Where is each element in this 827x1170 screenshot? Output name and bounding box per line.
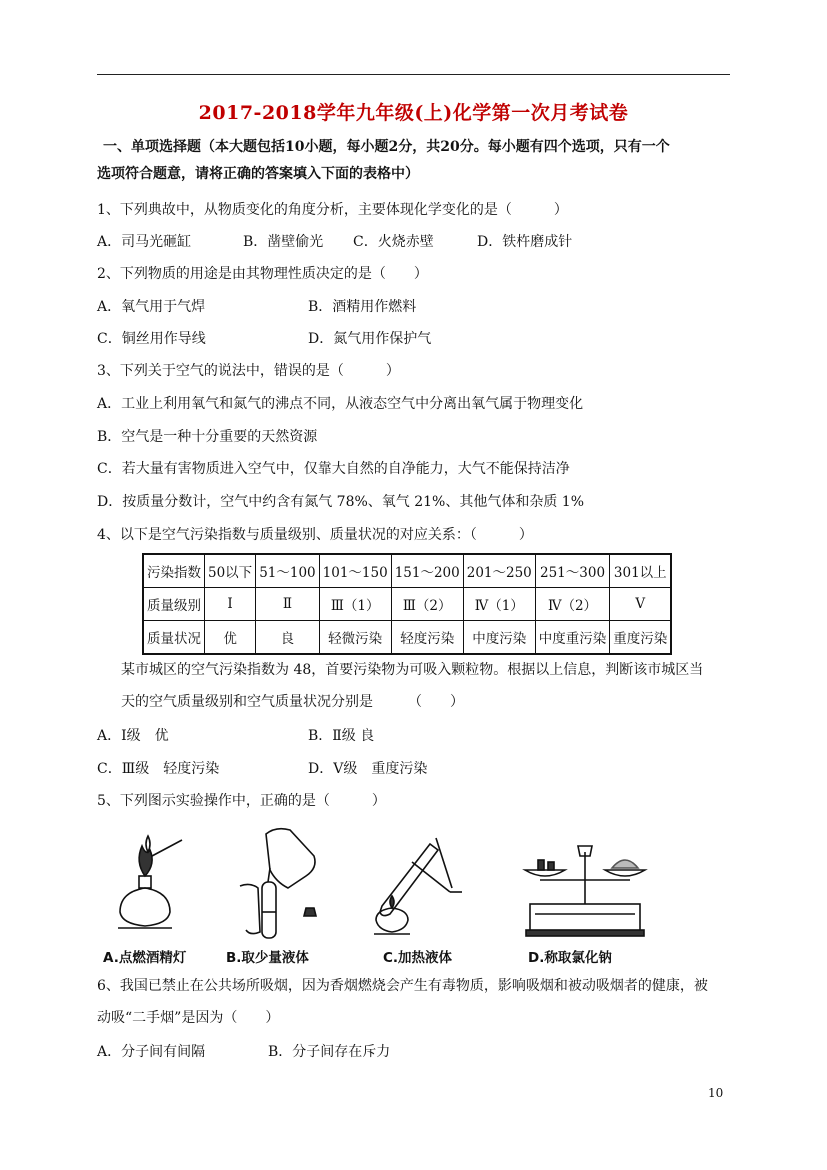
figure-caption-d: D.称取氯化钠 xyxy=(528,950,612,966)
question-3-stem: 3、下列关于空气的说法中，错误的是（ ） xyxy=(97,363,400,379)
table-cell: 重度污染 xyxy=(610,621,672,655)
question-1-option-b: B．凿壁偷光 xyxy=(243,234,324,250)
question-6-option-a: A．分子间有间隔 xyxy=(97,1044,206,1060)
balance-scale-illustration xyxy=(525,846,645,936)
table-cell: 151～200 xyxy=(391,554,463,588)
table-cell: Ⅲ（1） xyxy=(319,588,391,621)
table-cell: Ⅳ（1） xyxy=(463,588,535,621)
table-row xyxy=(143,554,671,588)
table-cell: 轻度污染 xyxy=(391,621,463,655)
question-2-stem: 2、下列物质的用途是由其物理性质决定的是（ ） xyxy=(97,266,428,282)
heat-liquid-illustration xyxy=(374,838,462,934)
question-3-option-c: C．若大量有害物质进入空气中，仅靠大自然的自净能力，大气不能保持洁净 xyxy=(97,461,570,477)
table-cell: Ⅲ（2） xyxy=(391,588,463,621)
page-title: 2017-2018学年九年级(上)化学第一次月考试卷 xyxy=(198,102,629,124)
question-6-option-b: B．分子间存在斥力 xyxy=(268,1044,391,1060)
question-2-option-d: D．氮气用作保护气 xyxy=(308,331,432,347)
pour-liquid-illustration xyxy=(240,829,316,938)
question-2-option-b: B．酒精用作燃料 xyxy=(308,299,417,315)
table-cell: 质量级别 xyxy=(143,588,205,621)
question-1-option-a: A．司马光砸缸 xyxy=(97,234,192,250)
question-5-stem: 5、下列图示实验操作中，正确的是（ ） xyxy=(97,793,386,809)
figure-caption-a: A.点燃酒精灯 xyxy=(103,950,187,966)
table-cell: 质量状况 xyxy=(143,621,205,655)
section-heading-line1: 一、单项选择题（本大题包括10小题，每小题2分，共20分。每小题有四个选项，只有一个 xyxy=(103,139,670,155)
figure-caption-b: B.取少量液体 xyxy=(226,950,309,966)
question-1-option-c: C．火烧赤壁 xyxy=(353,234,434,250)
table-cell: 污染指数 xyxy=(143,554,205,588)
table-cell: 201～250 xyxy=(463,554,535,588)
table-cell: Ⅳ（2） xyxy=(535,588,610,621)
alcohol-lamp-illustration xyxy=(118,836,182,928)
question-1-option-d: D．铁杵磨成针 xyxy=(477,234,573,250)
header-rule xyxy=(97,74,730,75)
lab-operations-figure xyxy=(100,822,660,942)
question-3-option-b: B．空气是一种十分重要的天然资源 xyxy=(97,429,318,445)
table-cell: 优 xyxy=(205,621,256,655)
question-2-option-a: A．氧气用于气焊 xyxy=(97,299,206,315)
table-cell: 良 xyxy=(256,621,319,655)
table-cell: 51～100 xyxy=(256,554,319,588)
table-cell: 101～150 xyxy=(319,554,391,588)
question-4-option-b: B．Ⅱ级 良 xyxy=(308,728,375,744)
question-6-stem-line1: 6、我国已禁止在公共场所吸烟，因为香烟燃烧会产生有毒物质，影响吸烟和被动吸烟者的健康，被 xyxy=(97,978,708,994)
table-cell: 251～300 xyxy=(535,554,610,588)
question-2-option-c: C．铜丝用作导线 xyxy=(97,331,206,347)
table-cell: 中度污染 xyxy=(463,621,535,655)
question-4-option-a: A．Ⅰ级 优 xyxy=(97,728,169,744)
table-cell: Ⅰ xyxy=(205,588,256,621)
question-3-option-a: A．工业上利用氧气和氮气的沸点不同，从液态空气中分离出氧气属于物理变化 xyxy=(97,396,584,412)
table-cell: 中度重污染 xyxy=(535,621,610,655)
table-cell: Ⅱ xyxy=(256,588,319,621)
table-cell: 轻微污染 xyxy=(319,621,391,655)
question-4-option-c: C．Ⅲ级 轻度污染 xyxy=(97,761,220,777)
table-cell: 50以下 xyxy=(205,554,256,588)
section-heading-line2: 选项符合题意，请将正确的答案填入下面的表格中） xyxy=(97,166,419,182)
table-cell: Ⅴ xyxy=(610,588,672,621)
question-6-stem-line2: 动吸“二手烟”是因为（ ） xyxy=(97,1010,280,1026)
question-4-desc-line2: 天的空气质量级别和空气质量状况分别是 （ ） xyxy=(121,694,464,710)
pollution-index-table xyxy=(142,553,672,655)
figure-caption-c: C.加热液体 xyxy=(383,950,453,966)
question-1-stem: 1、下列典故中，从物质变化的角度分析，主要体现化学变化的是（ ） xyxy=(97,202,568,218)
table-row xyxy=(143,588,671,621)
table-cell: 301以上 xyxy=(610,554,672,588)
table-row xyxy=(143,621,671,655)
question-4-stem: 4、以下是空气污染指数与质量级别、质量状况的对应关系：（ ） xyxy=(97,527,533,543)
page-number: 10 xyxy=(708,1086,724,1100)
question-4-desc-line1: 某市城区的空气污染指数为 48，首要污染物为可吸入颗粒物。根据以上信息，判断该市城区当 xyxy=(121,662,704,678)
question-4-option-d: D．Ⅴ级 重度污染 xyxy=(308,761,428,777)
question-3-option-d: D．按质量分数计，空气中约含有氮气 78%、氧气 21%、其他气体和杂质 1% xyxy=(97,494,585,510)
